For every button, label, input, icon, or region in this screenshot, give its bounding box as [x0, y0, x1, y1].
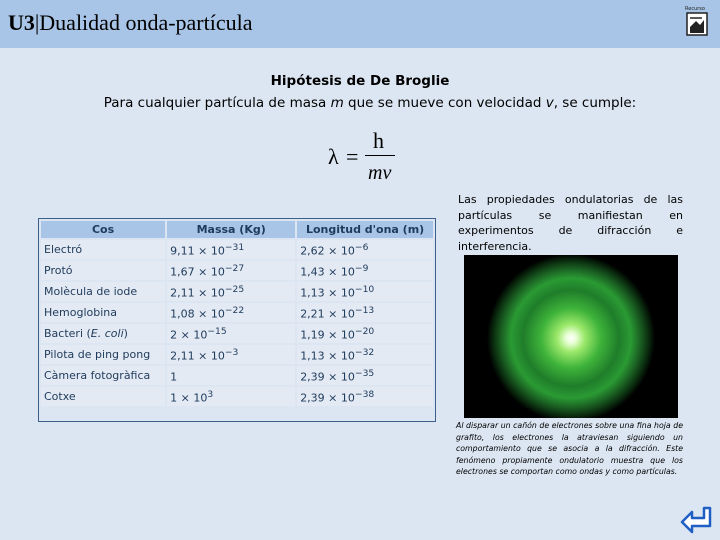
unit-label: U3	[8, 10, 35, 35]
wavelength-value	[297, 282, 433, 301]
title-text: Dualidad onda-partícula	[39, 10, 253, 35]
mass-value	[167, 345, 295, 364]
table-row	[41, 261, 433, 280]
body-name: Hemoglobina	[41, 303, 165, 322]
body-name: Electró	[41, 240, 165, 259]
properties-text: Las propiedades ondulatorias de las partículas se manifiestan en experimentos de difracción e interferencia.	[458, 193, 683, 253]
hypothesis-text-part: Para cualquier partícula de masa	[103, 95, 331, 111]
page-title	[8, 10, 253, 36]
mass-value	[167, 387, 295, 406]
body-name: Cotxe	[41, 387, 165, 406]
header-mass: Massa (Kg)	[167, 221, 295, 238]
wavelength-base: 2,21 × 10	[300, 307, 355, 321]
wavelength-exponent: −35	[354, 367, 375, 379]
hypothesis-text	[0, 95, 720, 111]
wavelength-exponent: −13	[354, 304, 375, 316]
wavelength-base: 1,13 × 10	[300, 286, 355, 300]
mass-value	[167, 261, 295, 280]
mass-base: 9,11 × 10	[170, 244, 225, 258]
wavelength-exponent: −20	[354, 325, 375, 337]
mass-exponent: −15	[207, 325, 227, 337]
wavelength-value	[297, 366, 433, 385]
logo-text: Recurso	[685, 6, 705, 12]
lambda-symbol: λ	[328, 144, 339, 169]
wavelength-exponent: −32	[354, 346, 375, 358]
hypothesis-text-part: , se cumple:	[553, 95, 637, 111]
mass-base: 1 × 10	[170, 391, 208, 405]
wavelength-value	[297, 345, 433, 364]
mass-exponent: −31	[224, 241, 245, 253]
wavelength-base: 2,39 × 10	[300, 391, 355, 405]
table-row	[41, 240, 433, 259]
wavelength-exponent: −38	[354, 388, 375, 400]
diffraction-image	[464, 255, 678, 418]
back-arrow-icon[interactable]	[680, 502, 712, 534]
body-name-part: Bacteri (	[44, 327, 91, 340]
mass-symbol: m	[330, 95, 344, 111]
wavelength-exponent: −6	[354, 241, 369, 253]
mass-base: 1,67 × 10	[170, 265, 225, 279]
mass-base: 2,11 × 10	[170, 286, 225, 300]
body-name: Pilota de ping pong	[41, 345, 165, 364]
table-row	[41, 345, 433, 364]
table-row	[41, 282, 433, 301]
table-row	[41, 324, 433, 343]
mass-base: 2,11 × 10	[170, 349, 225, 363]
body-name-part: )	[123, 327, 128, 340]
table-row	[41, 387, 433, 406]
image-caption: Al disparar un cañón de electrones sobre una fina hoja de grafito, los electrones la atraviesan siguiendo un comportamiento que se asocia a la difracción. Este fenómeno propiamente ondulatorio muestra que los electrones se comportan como ondas y como partículas.	[456, 421, 683, 476]
wavelength-value	[297, 240, 433, 259]
wavelength-value	[297, 261, 433, 280]
mass-exponent: −27	[224, 262, 245, 274]
mass-value	[167, 324, 295, 343]
table-row	[41, 366, 433, 385]
mass-base: 2 × 10	[170, 328, 208, 342]
mass-exponent: −25	[224, 283, 245, 295]
wavelength-base: 2,39 × 10	[300, 370, 355, 384]
header-bar	[0, 0, 720, 48]
velocity-symbol: v	[545, 95, 554, 111]
hypothesis-text-part: que se mueve con velocidad	[343, 95, 546, 111]
formula-numerator: h	[373, 128, 384, 153]
title-separator: |	[34, 10, 40, 35]
body-name-italic: E. coli	[90, 327, 124, 340]
wavelength-base: 2,62 × 10	[300, 244, 355, 258]
formula-denominator: mv	[368, 162, 392, 184]
mass-value	[167, 303, 295, 322]
wavelength-table	[38, 218, 436, 422]
mass-exponent: −3	[224, 346, 239, 358]
mass-base: 1,08 × 10	[170, 307, 225, 321]
body-name	[41, 324, 165, 343]
header-wavelength: Longitud d'ona (m)	[297, 221, 433, 238]
body-name: Càmera fotogràfica	[41, 366, 165, 385]
body-name: Molècula de iode	[41, 282, 165, 301]
mass-value	[167, 282, 295, 301]
table-header-row	[41, 221, 433, 238]
hypothesis-title: Hipótesis de De Broglie	[270, 73, 450, 89]
mass-value	[167, 240, 295, 259]
wavelength-exponent: −10	[354, 283, 375, 295]
logo-icon	[684, 5, 710, 37]
wavelength-base: 1,13 × 10	[300, 349, 355, 363]
header-body: Cos	[41, 221, 165, 238]
wavelength-base: 1,43 × 10	[300, 265, 355, 279]
equals-sign: =	[346, 144, 359, 169]
mass-base: 1	[170, 370, 178, 384]
table-row	[41, 303, 433, 322]
fraction-bar	[365, 155, 395, 156]
wavelength-value	[297, 303, 433, 322]
wavelength-value	[297, 324, 433, 343]
mass-exponent: −22	[224, 304, 245, 316]
mass-value	[167, 366, 295, 385]
de-broglie-formula	[328, 128, 408, 188]
wavelength-exponent: −9	[354, 262, 369, 274]
wavelength-base: 1,19 × 10	[300, 328, 355, 342]
wavelength-value	[297, 387, 433, 406]
mass-exponent: 3	[207, 388, 214, 400]
body-name: Protó	[41, 261, 165, 280]
